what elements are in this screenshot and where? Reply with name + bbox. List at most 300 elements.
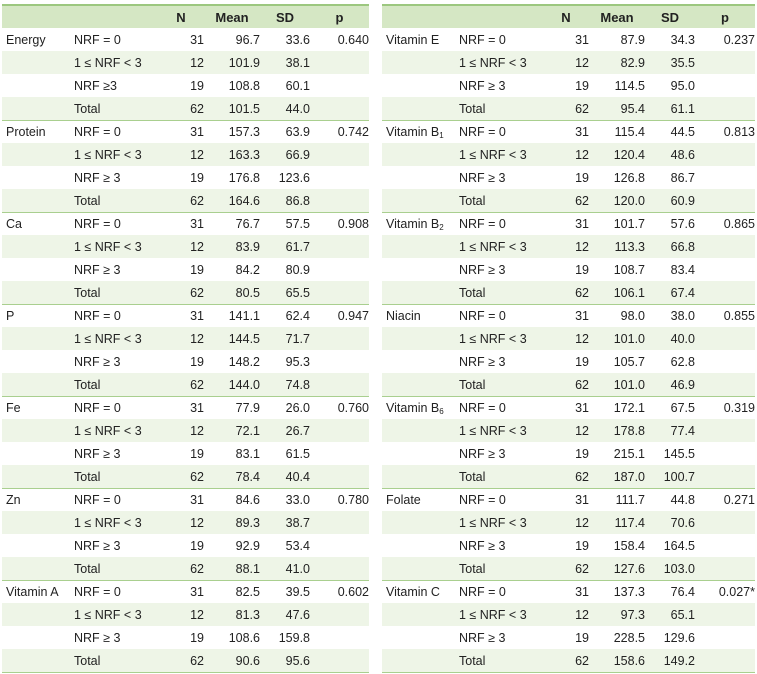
group-label: Total: [459, 193, 486, 208]
p-value: [310, 74, 369, 97]
sd-value: 100.7: [663, 469, 695, 484]
p-value: 0.319: [723, 401, 755, 415]
nutrient-label: [382, 235, 459, 258]
mean-value: 144.5: [228, 332, 260, 346]
p-value: [695, 557, 755, 580]
p-value: [310, 442, 369, 465]
sd-value: 44.8: [670, 493, 695, 507]
n-value: 62: [575, 193, 589, 208]
nutrient-label: [382, 212, 459, 235]
nutrient-label: [382, 488, 459, 511]
table-row: [2, 488, 369, 511]
sd-value: 44.0: [285, 101, 310, 116]
group-label: Total: [74, 377, 101, 392]
table-row: [382, 626, 755, 649]
p-value: [695, 373, 755, 396]
sd-value: 83.4: [670, 263, 695, 277]
mean-value: 172.1: [613, 401, 645, 415]
table-row: [2, 350, 369, 373]
table-row: [2, 281, 369, 304]
group-label: NRF ≥ 3: [459, 263, 506, 277]
mean-value: 84.6: [235, 493, 260, 507]
table-row: [382, 120, 755, 143]
header-n: N: [176, 9, 186, 25]
nutrient-label: [2, 350, 74, 373]
nutrient-label: [2, 373, 74, 396]
sd-value: 145.5: [663, 447, 695, 461]
nutrient-name: Energy: [6, 33, 46, 47]
table-row: [2, 465, 369, 488]
nutrient-label: [2, 189, 74, 212]
group-label: NRF ≥ 3: [459, 355, 506, 369]
table-row: [382, 442, 755, 465]
nutrient-label: [382, 419, 459, 442]
sd-value: 62.4: [285, 309, 310, 323]
mean-value: 163.3: [228, 148, 260, 162]
table-row: [2, 626, 369, 649]
group-label: NRF = 0: [74, 125, 121, 139]
mean-value: 101.5: [228, 101, 260, 116]
mean-value: 81.3: [235, 608, 260, 622]
table-row: [382, 304, 755, 327]
table-row: [382, 465, 755, 488]
group-label: NRF = 0: [459, 33, 506, 47]
group-label: 1 ≤ NRF < 3: [459, 56, 527, 70]
nutrient-label: [2, 143, 74, 166]
nutrient-label: [382, 97, 459, 120]
sd-value: 80.9: [285, 263, 310, 277]
p-value: [310, 143, 369, 166]
nutrient-label: [382, 350, 459, 373]
n-value: 19: [575, 263, 589, 277]
p-value: [695, 166, 755, 189]
p-value: [310, 350, 369, 373]
p-value: 0.271: [723, 493, 755, 507]
n-value: 19: [190, 631, 204, 645]
table-row: [2, 580, 369, 603]
nutrient-name: Vitamin B: [386, 125, 440, 139]
p-value: [695, 511, 755, 534]
p-value: [310, 235, 369, 258]
sd-value: 66.9: [285, 148, 310, 162]
nutrient-label: [382, 534, 459, 557]
sd-value: 62.8: [670, 355, 695, 369]
mean-value: 113.3: [614, 240, 645, 254]
mean-value: 76.7: [235, 217, 260, 231]
table-row: [382, 235, 755, 258]
nutrient-label: [2, 465, 74, 488]
nutrient-name: Vitamin A: [6, 585, 59, 599]
mean-value: 101.0: [613, 377, 645, 392]
p-value: [695, 649, 755, 672]
sd-value: 60.1: [285, 79, 310, 93]
p-value: [310, 511, 369, 534]
p-value: [310, 97, 369, 120]
sd-value: 63.9: [285, 125, 310, 139]
n-value: 31: [575, 493, 589, 507]
nutrient-label: [382, 120, 459, 143]
p-value: [310, 649, 369, 672]
n-value: 31: [190, 125, 204, 139]
sd-value: 26.7: [285, 424, 310, 438]
n-value: 19: [190, 171, 204, 185]
group-label: 1 ≤ NRF < 3: [459, 516, 527, 530]
p-value: [695, 281, 755, 304]
nutrient-label: [2, 626, 74, 649]
sd-value: 149.2: [663, 653, 695, 668]
table-row: [382, 28, 755, 51]
sd-value: 71.7: [285, 332, 310, 346]
nutrient-label: [2, 212, 74, 235]
mean-value: 82.5: [235, 585, 260, 599]
sd-value: 39.5: [285, 585, 310, 599]
sd-value: 61.5: [285, 447, 310, 461]
mean-value: 187.0: [613, 469, 645, 484]
sd-value: 26.0: [285, 401, 310, 415]
p-value: [695, 442, 755, 465]
table-row: [2, 28, 369, 51]
nutrient-label: [382, 396, 459, 419]
p-value: [695, 97, 755, 120]
sd-value: 76.4: [670, 585, 695, 599]
mean-value: 114.5: [614, 79, 645, 93]
n-value: 12: [190, 148, 204, 162]
n-value: 31: [190, 33, 204, 47]
p-value: [310, 626, 369, 649]
mean-value: 120.4: [613, 148, 645, 162]
sd-value: 123.6: [278, 171, 310, 185]
group-label: NRF = 0: [74, 33, 121, 47]
mean-value: 83.9: [235, 240, 260, 254]
table-row: [382, 51, 755, 74]
p-value: 0.865: [723, 217, 755, 231]
nutrient-name: Vitamin B: [386, 401, 440, 415]
table-row: [2, 189, 369, 212]
mean-value: 89.3: [235, 516, 260, 530]
table-row: [2, 649, 369, 672]
nutrient-label: [382, 373, 459, 396]
n-value: 62: [575, 469, 589, 484]
sd-value: 41.0: [285, 561, 310, 576]
nutrient-name: Folate: [386, 493, 421, 507]
table-row: [2, 166, 369, 189]
p-value: [695, 235, 755, 258]
mean-value: 77.9: [235, 401, 260, 415]
table-body-left: [2, 28, 369, 672]
group-label: NRF ≥ 3: [74, 447, 121, 461]
p-value: [310, 373, 369, 396]
nutrient-label: [382, 626, 459, 649]
n-value: 12: [575, 240, 589, 254]
nutrient-label: [382, 258, 459, 281]
nutrient-name: Vitamin E: [386, 33, 440, 47]
table-row: [382, 396, 755, 419]
group-label: Total: [459, 469, 486, 484]
sd-value: 33.6: [285, 33, 310, 47]
nutrient-label: [2, 235, 74, 258]
sd-value: 67.5: [670, 401, 695, 415]
n-value: 31: [575, 585, 589, 599]
header-sd: SD: [275, 9, 295, 25]
nutrient-subscript: 6: [439, 407, 444, 416]
group-label: NRF ≥ 3: [459, 171, 506, 185]
n-value: 19: [190, 447, 204, 461]
nutrient-label: [2, 442, 74, 465]
n-value: 31: [575, 309, 589, 323]
table-row: [382, 327, 755, 350]
table-row: [2, 120, 369, 143]
sd-value: 95.0: [670, 79, 695, 93]
table-row: [2, 534, 369, 557]
nutrient-label: [382, 166, 459, 189]
p-value: 0.780: [337, 493, 369, 507]
n-value: 19: [575, 631, 589, 645]
sd-value: 40.0: [670, 332, 695, 346]
table-row: [2, 235, 369, 258]
table-row: [2, 258, 369, 281]
n-value: 12: [190, 608, 204, 622]
table-row: [382, 97, 755, 120]
mean-value: 137.3: [613, 585, 645, 599]
mean-value: 95.4: [620, 101, 645, 116]
header-nutrient: [2, 5, 74, 28]
n-value: 12: [190, 240, 204, 254]
header-row: [382, 5, 755, 28]
table-row: [2, 212, 369, 235]
table-row: [382, 649, 755, 672]
p-value: [695, 350, 755, 373]
header-mean: Mean: [215, 9, 249, 25]
nutrient-label: [2, 304, 74, 327]
mean-value: 78.4: [235, 469, 260, 484]
n-value: 62: [190, 561, 204, 576]
group-label: Total: [459, 285, 486, 300]
table-row: [382, 511, 755, 534]
n-value: 31: [575, 401, 589, 415]
mean-value: 120.0: [613, 193, 645, 208]
nutrient-label: [382, 442, 459, 465]
sd-value: 65.5: [285, 285, 310, 300]
p-value: [695, 189, 755, 212]
nutrient-label: [382, 603, 459, 626]
n-value: 62: [190, 469, 204, 484]
group-label: 1 ≤ NRF < 3: [74, 332, 142, 346]
table-row: [382, 557, 755, 580]
p-value: 0.813: [723, 125, 755, 139]
header-row: [2, 5, 369, 28]
nutrient-label: [382, 511, 459, 534]
p-value: [310, 189, 369, 212]
group-label: NRF ≥ 3: [459, 79, 506, 93]
n-value: 19: [575, 539, 589, 553]
nutrient-label: [2, 534, 74, 557]
group-label: 1 ≤ NRF < 3: [459, 240, 527, 254]
n-value: 12: [575, 148, 589, 162]
table-row: [382, 143, 755, 166]
n-value: 12: [575, 608, 589, 622]
nutrient-label: [2, 396, 74, 419]
p-value: [695, 465, 755, 488]
p-value: [695, 51, 755, 74]
table-row: [382, 281, 755, 304]
p-value: [310, 281, 369, 304]
nutrient-label: [382, 557, 459, 580]
header-sd: SD: [660, 9, 680, 25]
p-value: 0.760: [337, 401, 369, 415]
p-value: 0.742: [337, 125, 369, 139]
n-value: 62: [575, 653, 589, 668]
mean-value: 164.6: [228, 193, 260, 208]
table-row: [2, 557, 369, 580]
table-row: [382, 419, 755, 442]
mean-value: 111.7: [615, 493, 645, 507]
mean-value: 117.4: [614, 516, 645, 530]
group-label: 1 ≤ NRF < 3: [74, 240, 142, 254]
mean-value: 158.6: [613, 653, 645, 668]
sd-value: 86.8: [285, 193, 310, 208]
table-row: [2, 396, 369, 419]
group-label: Total: [74, 101, 101, 116]
sd-value: 95.3: [285, 355, 310, 369]
table-row: [382, 350, 755, 373]
sd-value: 66.8: [670, 240, 695, 254]
group-label: NRF = 0: [74, 309, 121, 323]
mean-value: 105.7: [613, 355, 645, 369]
mean-value: 115.4: [614, 125, 645, 139]
p-value: 0.947: [337, 309, 369, 323]
table-body-right: [382, 28, 755, 672]
group-label: NRF ≥3: [74, 79, 117, 93]
group-label: NRF = 0: [459, 309, 506, 323]
group-label: NRF = 0: [459, 125, 506, 139]
table-row: [382, 580, 755, 603]
group-label: NRF ≥ 3: [74, 355, 121, 369]
group-label: NRF ≥ 3: [459, 631, 506, 645]
sd-value: 103.0: [663, 561, 695, 576]
n-value: 31: [190, 401, 204, 415]
n-value: 12: [575, 56, 589, 70]
nutrient-label: [2, 419, 74, 442]
nutrient-label: [2, 258, 74, 281]
mean-value: 97.3: [620, 608, 645, 622]
nutrient-label: [2, 166, 74, 189]
nutrient-name: Niacin: [386, 309, 421, 323]
header-group: [459, 5, 543, 28]
group-label: NRF ≥ 3: [459, 539, 506, 553]
group-label: NRF ≥ 3: [74, 171, 121, 185]
n-value: 62: [190, 193, 204, 208]
nutrient-label: [2, 120, 74, 143]
mean-value: 83.1: [235, 447, 260, 461]
nutrient-label: [2, 74, 74, 97]
p-value: [310, 465, 369, 488]
group-label: NRF = 0: [459, 585, 506, 599]
n-value: 12: [575, 332, 589, 346]
nutrient-label: [382, 580, 459, 603]
header-nutrient: [382, 5, 459, 28]
table-row: [2, 97, 369, 120]
sd-value: 38.7: [285, 516, 310, 530]
table-row: [2, 511, 369, 534]
n-value: 19: [575, 355, 589, 369]
group-label: Total: [74, 653, 101, 668]
mean-value: 126.8: [613, 171, 645, 185]
nutrient-label: [382, 143, 459, 166]
header-p: p: [721, 9, 729, 25]
n-value: 62: [575, 561, 589, 576]
nutrient-label: [2, 97, 74, 120]
nutrient-name: P: [6, 309, 15, 323]
sd-value: 35.5: [670, 56, 695, 70]
sd-value: 159.8: [278, 631, 310, 645]
nutrient-table-left: [2, 4, 369, 673]
group-label: NRF = 0: [459, 401, 506, 415]
nutrient-label: [382, 649, 459, 672]
p-value: [695, 258, 755, 281]
nutrient-label: [382, 51, 459, 74]
table-row: [382, 74, 755, 97]
group-label: NRF = 0: [74, 401, 121, 415]
sd-value: 86.7: [670, 171, 695, 185]
sd-value: 61.1: [670, 101, 695, 116]
header-p: p: [335, 9, 344, 25]
header-n: N: [561, 9, 571, 25]
p-value: [310, 327, 369, 350]
mean-value: 90.6: [235, 653, 260, 668]
sd-value: 57.6: [670, 217, 695, 231]
sd-value: 129.6: [663, 631, 695, 645]
table-row: [2, 143, 369, 166]
table-row: [382, 258, 755, 281]
n-value: 62: [190, 285, 204, 300]
table-row: [2, 419, 369, 442]
group-label: NRF = 0: [459, 217, 506, 231]
mean-value: 215.1: [613, 447, 645, 461]
p-value: 0.640: [337, 33, 369, 47]
right-table-panel: [382, 4, 755, 673]
nutrient-name: Protein: [6, 125, 46, 139]
n-value: 31: [575, 33, 589, 47]
sd-value: 47.6: [285, 608, 310, 622]
table-row: [382, 534, 755, 557]
nutrient-name: Fe: [6, 401, 21, 415]
table-row: [382, 373, 755, 396]
group-label: 1 ≤ NRF < 3: [74, 56, 142, 70]
nutrient-name: Zn: [6, 493, 21, 507]
p-value: [310, 258, 369, 281]
mean-value: 101.9: [228, 56, 260, 70]
group-label: Total: [74, 469, 101, 484]
nutrient-label: [382, 74, 459, 97]
group-label: NRF ≥ 3: [74, 631, 121, 645]
p-value: [310, 419, 369, 442]
group-label: 1 ≤ NRF < 3: [459, 608, 527, 622]
nutrient-label: [2, 51, 74, 74]
n-value: 31: [575, 125, 589, 139]
group-label: Total: [459, 101, 486, 116]
n-value: 31: [190, 493, 204, 507]
mean-value: 92.9: [235, 539, 260, 553]
nutrient-label: [382, 465, 459, 488]
group-label: 1 ≤ NRF < 3: [459, 332, 527, 346]
p-value: [695, 534, 755, 557]
p-value: 0.602: [337, 585, 369, 599]
nutrient-label: [382, 281, 459, 304]
sd-value: 61.7: [285, 240, 310, 254]
left-table-panel: [2, 4, 369, 673]
n-value: 12: [190, 332, 204, 346]
sd-value: 67.4: [670, 285, 695, 300]
